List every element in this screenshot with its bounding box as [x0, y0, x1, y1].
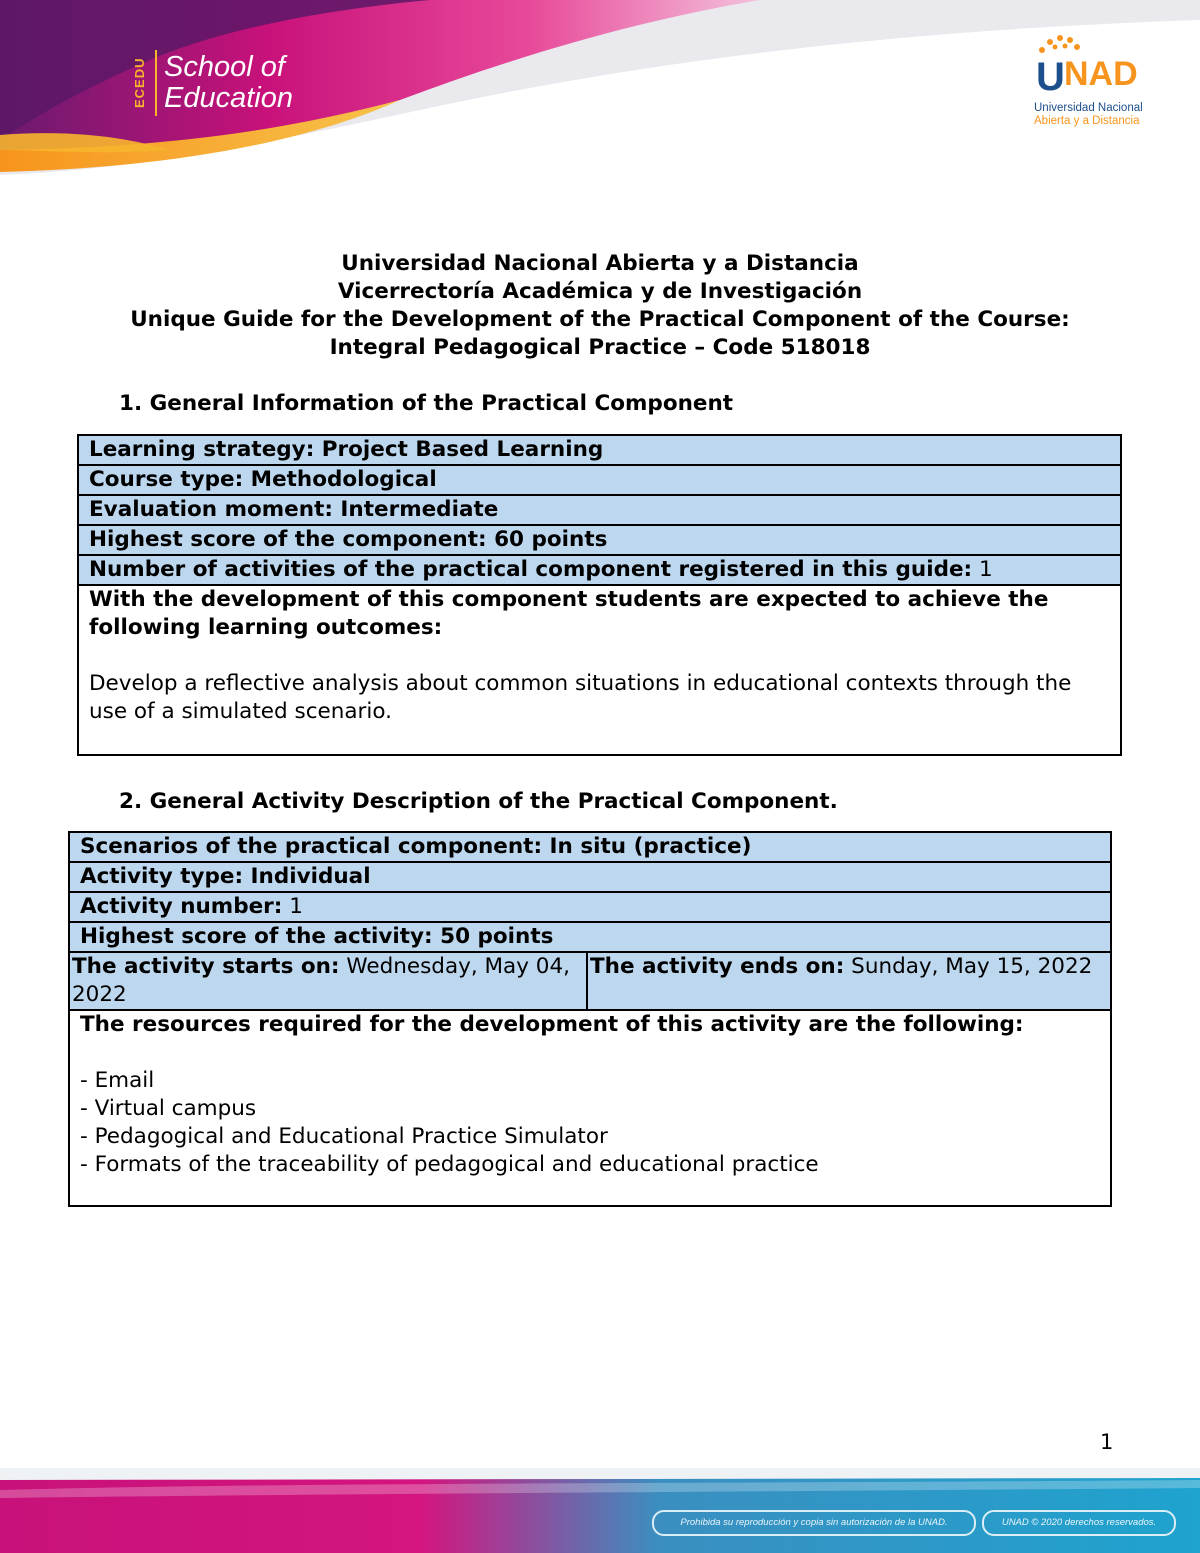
school-logo-line2: Education — [164, 82, 293, 114]
general-info-table — [77, 434, 1122, 756]
activity-start-date: Wednesday, May 04, 2022 — [72, 954, 570, 1007]
logo-divider — [155, 50, 157, 116]
activities-count-cell — [78, 555, 1121, 585]
resource-item: - Pedagogical and Educational Practice Simulator — [80, 1124, 608, 1149]
unad-wordmark-u: U — [1036, 55, 1065, 99]
footer-copy-notice: Prohibida su reproducción y copia sin autorización de la UNAD. — [652, 1510, 976, 1536]
learning-outcomes-heading: With the development of this component students are expected to achieve the following learning outcomes: — [89, 587, 1049, 640]
activity-number-cell — [69, 892, 1111, 922]
school-logo-line1: School of — [164, 51, 285, 83]
ecedu-logo-text: ECEDU — [132, 57, 147, 109]
title-line-1: Universidad Nacional Abierta y a Distancia — [341, 251, 859, 276]
activities-count-label: Number of activities of the practical component registered in this guide: — [89, 557, 973, 582]
title-line-3: Unique Guide for the Development of the Practical Component of the Course: — [130, 307, 1070, 332]
evaluation-moment-cell: Evaluation moment: Intermediate — [78, 495, 1121, 525]
resource-item: - Virtual campus — [80, 1096, 257, 1121]
activity-description-table — [68, 831, 1112, 1207]
title-line-2: Vicerrectoría Académica y de Investigación — [337, 279, 863, 304]
activity-end-cell — [587, 952, 1111, 1010]
unad-wordmark-nad: NAD — [1064, 55, 1138, 93]
learning-outcomes-cell — [78, 585, 1121, 755]
activity-start-label: The activity starts on: — [72, 954, 340, 979]
activities-count-value: 1 — [972, 557, 993, 582]
footer-rights-notice: UNAD © 2020 derechos reservados. — [982, 1510, 1176, 1536]
unad-logo-line1: Universidad Nacional — [1034, 102, 1143, 114]
course-type-cell: Course type: Methodological — [78, 465, 1121, 495]
title-line-4: Integral Pedagogical Practice – Code 518018 — [329, 335, 871, 360]
resources-heading: The resources required for the development of this activity are the following: — [80, 1012, 1024, 1037]
activity-number-value: 1 — [282, 894, 303, 919]
learning-strategy-cell: Learning strategy: Project Based Learning — [78, 435, 1121, 465]
resources-cell — [69, 1010, 1111, 1206]
activity-type-cell: Activity type: Individual — [69, 862, 1111, 892]
scenarios-cell: Scenarios of the practical component: In situ (practice) — [69, 832, 1111, 862]
page-number: 1 — [1100, 1430, 1114, 1454]
section-1-heading: 1. General Information of the Practical Component — [119, 391, 734, 416]
activity-end-date: Sunday, May 15, 2022 — [844, 954, 1093, 979]
component-highest-score-cell: Highest score of the component: 60 points — [78, 525, 1121, 555]
resource-item: - Email — [80, 1068, 155, 1093]
document-title — [0, 250, 1200, 362]
unad-logo-line2: Abierta y a Distancia — [1034, 115, 1140, 127]
activity-end-label: The activity ends on: — [590, 954, 845, 979]
learning-outcomes-text: Develop a reflective analysis about common situations in educational contexts through the use of a simulated scenario. — [89, 671, 1072, 724]
activity-number-label: Activity number: — [80, 894, 283, 919]
activity-start-cell — [69, 952, 587, 1010]
activity-highest-score-cell: Highest score of the activity: 50 points — [69, 922, 1111, 952]
section-2-heading: 2. General Activity Description of the Practical Component. — [119, 789, 838, 814]
resource-item: - Formats of the traceability of pedagogical and educational practice — [80, 1152, 819, 1177]
